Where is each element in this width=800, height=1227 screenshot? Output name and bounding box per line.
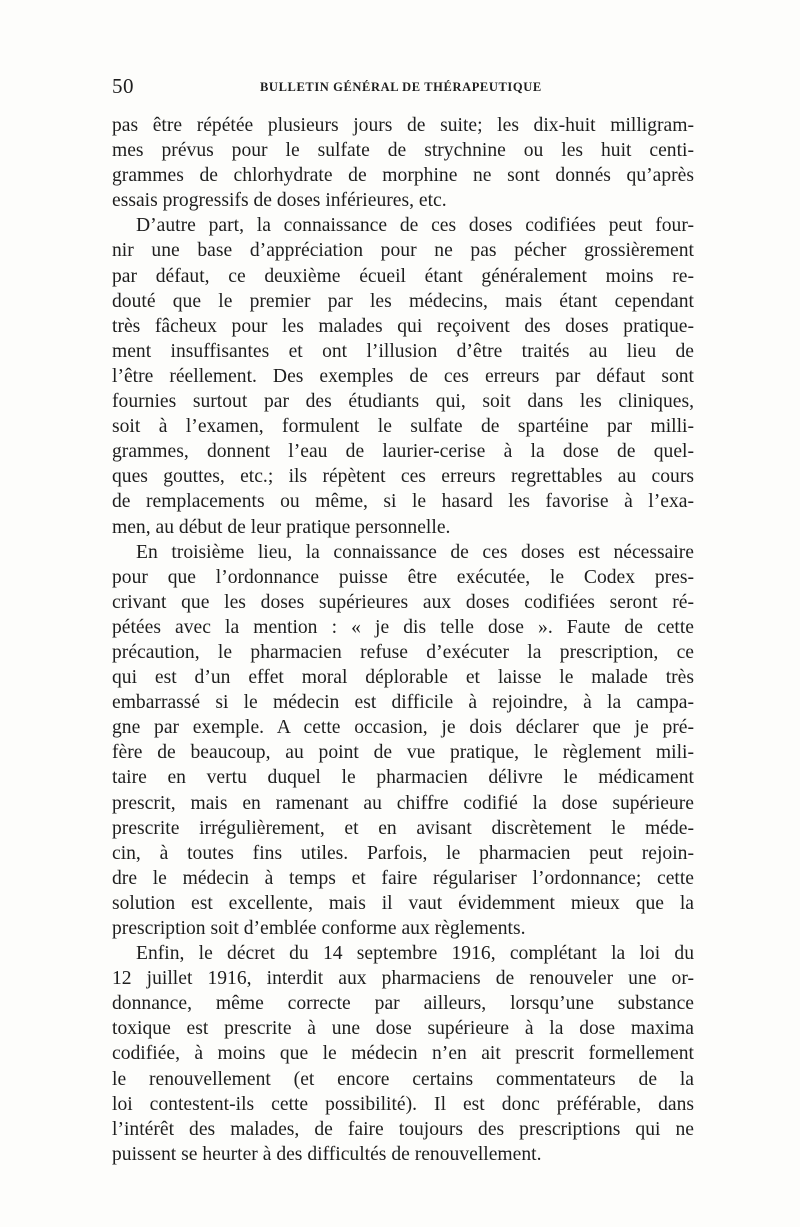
text-line: essais progressifs de doses inférieures, etc. xyxy=(112,190,447,212)
text-line: solution est excellente, mais il vaut évidemment mieux que la xyxy=(112,892,694,914)
text-line: fère de beaucoup, au point de vue pratique, le règlement mili- xyxy=(112,742,694,764)
text-line: taire en vertu duquel le pharmacien délivre le médicament xyxy=(112,767,694,789)
text-line: prescription soit d’emblée conforme aux règlements. xyxy=(112,918,526,939)
body-text xyxy=(112,113,694,1167)
text-line: dre le médecin à temps et faire régulariser l’ordonnance; cette xyxy=(112,867,694,889)
text-line: nir une base d’appréciation pour ne pas pécher grossièrement xyxy=(112,240,694,262)
text-line: soit à l’examen, formulent le sulfate de spartéine par milli- xyxy=(112,416,694,438)
paragraph-first-line: Enfin, le décret du 14 septembre 1916, complétant la loi du xyxy=(136,943,694,965)
text-line: toxique est prescrite à une dose supérieure à la dose maxima xyxy=(112,1018,694,1040)
text-line: l’être réellement. Des exemples de ces erreurs par défaut sont xyxy=(112,365,694,387)
text-line: gne par exemple. A cette occasion, je dois déclarer que je pré- xyxy=(112,717,694,739)
text-line: donnance, même correcte par ailleurs, lorsqu’une substance xyxy=(112,993,694,1015)
text-line: par défaut, ce deuxième écueil étant généralement moins re- xyxy=(112,265,694,287)
text-line: douté que le premier par les médecins, mais étant cependant xyxy=(112,290,694,312)
text-line: mes prévus pour le sulfate de strychnine ou les huit centi- xyxy=(112,140,694,162)
text-line: fournies surtout par des étudiants qui, soit dans les cliniques, xyxy=(112,391,694,413)
text-line: précaution, le pharmacien refuse d’exécuter la prescription, ce xyxy=(112,641,694,663)
paragraph-first-line: D’autre part, la connaissance de ces doses codifiées peut four- xyxy=(136,215,694,237)
running-title: BULLETIN GÉNÉRAL DE THÉRAPEUTIQUE xyxy=(260,80,542,94)
page-number: 50 xyxy=(112,74,134,98)
text-line: prescrite irrégulièrement, et en avisant discrètement le méde- xyxy=(112,817,694,839)
text-line: qui est d’un effet moral déplorable et laisse le malade très xyxy=(112,667,694,689)
text-line: puissent se heurter à des difficultés de renouvellement. xyxy=(112,1143,542,1165)
text-line: pour que l’ordonnance puisse être exécutée, le Codex pres- xyxy=(112,566,694,588)
text-line: embarrassé si le médecin est difficile à rejoindre, à la campa- xyxy=(112,692,694,714)
text-line: pétées avec la mention : « je dis telle dose ». Faute de cette xyxy=(112,616,694,638)
text-line: très fâcheux pour les malades qui reçoivent des doses pratique- xyxy=(112,315,694,337)
text-line: pas être répétée plusieurs jours de suite; les dix-huit milligram- xyxy=(112,115,694,136)
page-header xyxy=(112,74,692,102)
text-line: grammes, donnent l’eau de laurier-cerise à la dose de quel- xyxy=(112,441,694,463)
text-line: codifiée, à moins que le médecin n’en ait prescrit formellement xyxy=(112,1043,694,1065)
text-line: ques gouttes, etc.; ils répètent ces erreurs regrettables au cours xyxy=(112,466,694,488)
text-line: ment insuffisantes et ont l’illusion d’être traités au lieu de xyxy=(112,340,694,362)
text-line: grammes de chlorhydrate de morphine ne sont donnés qu’après xyxy=(112,165,694,187)
text-line: cin, à toutes fins utiles. Parfois, le pharmacien peut rejoin- xyxy=(112,842,694,864)
text-line: l’intérêt des malades, de faire toujours des prescriptions qui ne xyxy=(112,1118,694,1140)
text-line: loi contestent-ils cette possibilité). Il est donc préférable, dans xyxy=(112,1093,694,1115)
text-line: men, au début de leur pratique personnelle. xyxy=(112,516,451,538)
paragraph-first-line: En troisième lieu, la connaissance de ces doses est nécessaire xyxy=(136,541,694,563)
text-line: 12 juillet 1916, interdit aux pharmaciens de renouveler une or- xyxy=(112,968,694,990)
text-line: prescrit, mais en ramenant au chiffre codifié la dose supérieure xyxy=(112,792,694,814)
text-line: le renouvellement (et encore certains commentateurs de la xyxy=(112,1068,694,1090)
text-line: crivant que les doses supérieures aux doses codifiées seront ré- xyxy=(112,591,694,613)
text-line: de remplacements ou même, si le hasard les favorise à l’exa- xyxy=(112,491,694,513)
